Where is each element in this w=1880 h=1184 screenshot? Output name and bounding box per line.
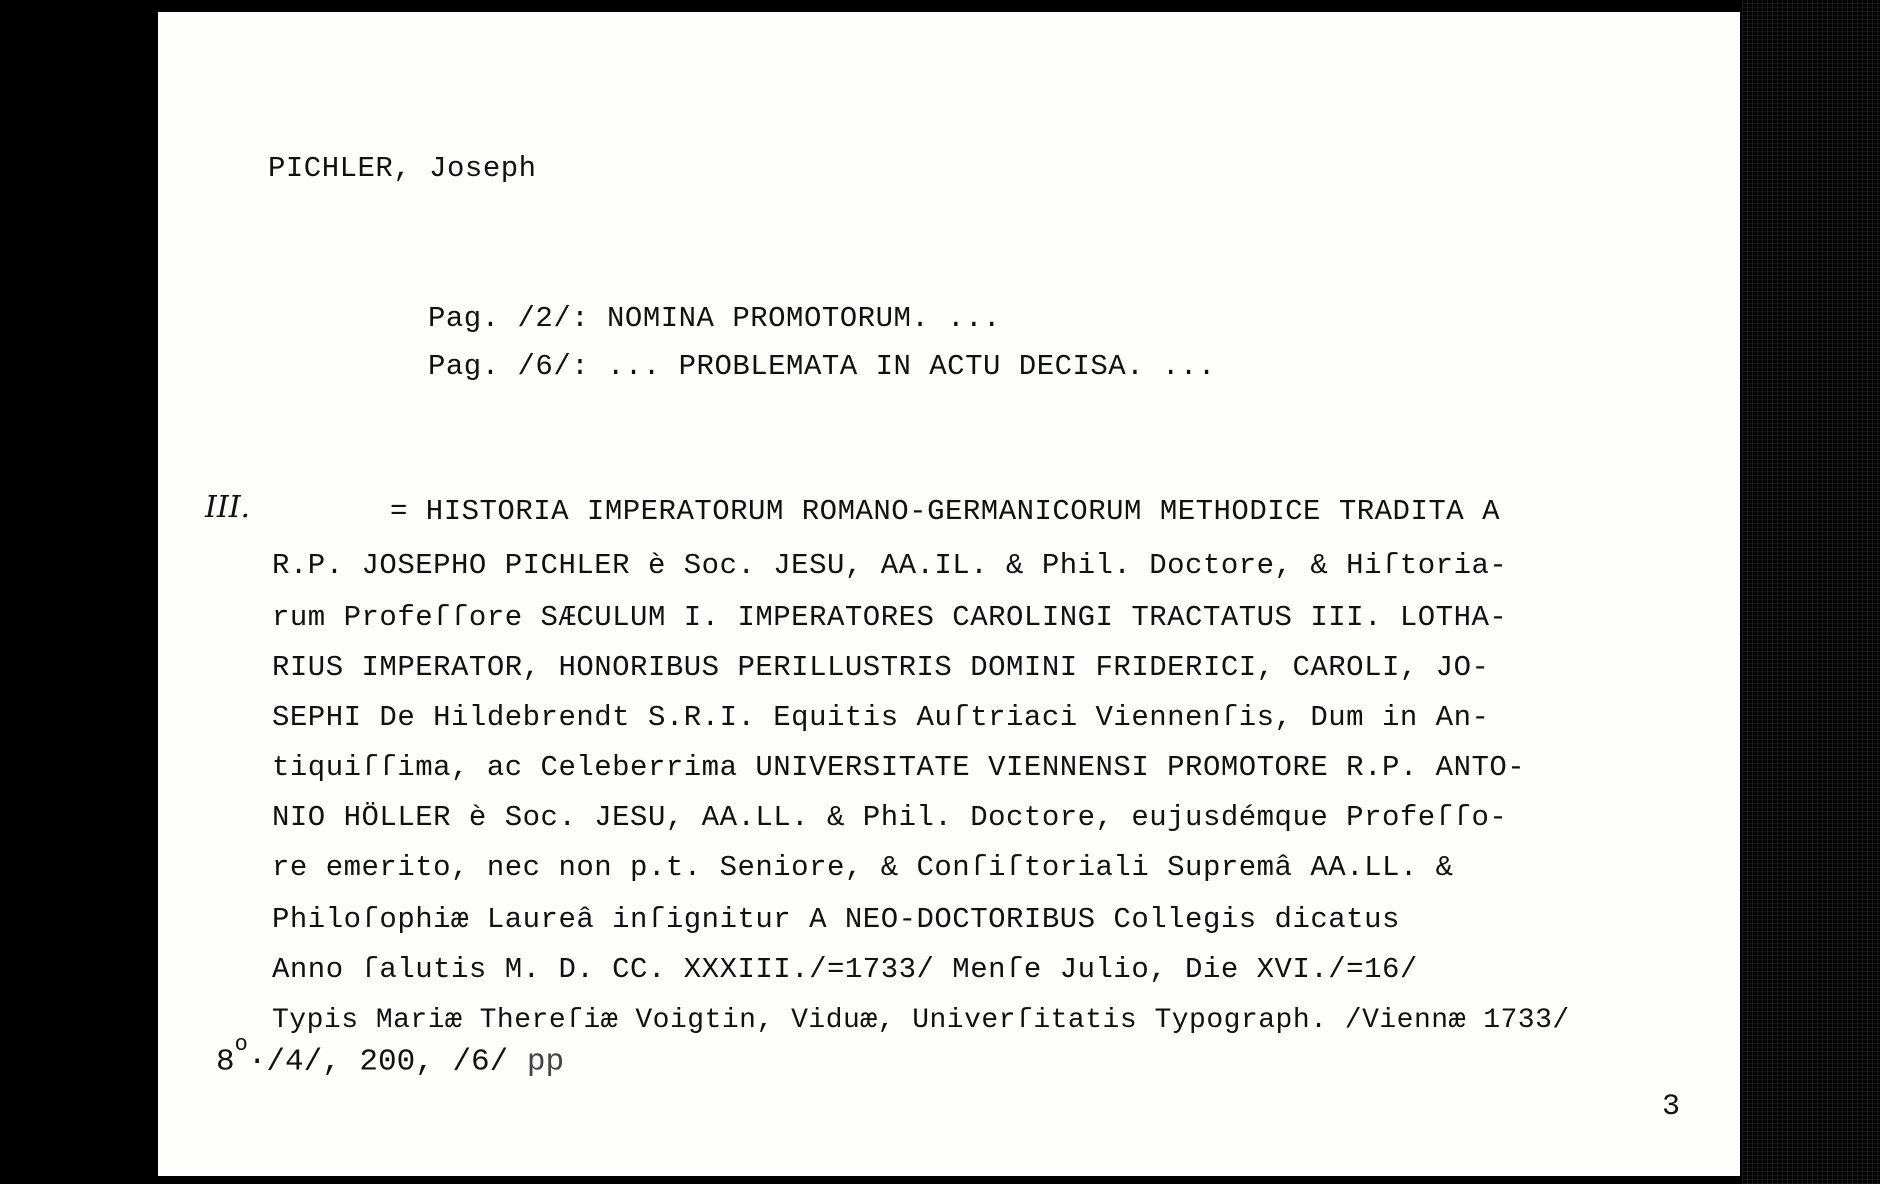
format-degree: o — [234, 1032, 248, 1057]
body-line-10: Anno ſalutis M. D. CC. XXXIII./=1733/ Menſe Julio, Die XVI./=16/ — [272, 953, 1418, 986]
format-size: 8 — [216, 1044, 235, 1080]
body-line-4: RIUS IMPERATOR, HONORIBUS PERILLUSTRIS DOMINI FRIDERICI, CAROLI, JO- — [272, 651, 1490, 684]
catalog-card — [158, 12, 1740, 1176]
body-line-9: Philoſophiæ Laureâ inſignitur A NEO-DOCTORIBUS Collegis dicatus — [272, 903, 1400, 936]
body-line-5: SEPHI De Hildebrendt S.R.I. Equitis Auſtriaci Viennenſis, Dum in An- — [272, 701, 1490, 734]
format-line — [216, 1032, 565, 1080]
body-line-8: re emerito, nec non p.t. Seniore, & Conſiſtoriali Supremâ AA.LL. & — [272, 851, 1454, 884]
page-note-1: Pag. /2/: NOMINA PROMOTORUM. ... — [428, 302, 1001, 335]
handwritten-margin-mark: III. — [205, 490, 251, 525]
body-line-11: Typis Mariæ Thereſiæ Voigtin, Viduæ, Univerſitatis Typograph. /Viennæ 1733/ — [272, 1005, 1570, 1036]
page-note-2: Pag. /6/: ... PROBLEMATA IN ACTU DECISA. ... — [428, 350, 1216, 383]
card-page-number: 3 — [1662, 1090, 1681, 1124]
film-strip-edge — [1742, 0, 1880, 1184]
format-pagination: ·/4/, 200, /6/ — [247, 1044, 509, 1080]
body-line-7: NIO HÖLLER è Soc. JESU, AA.LL. & Phil. Doctore, eujusdémque Profeſſo- — [272, 801, 1508, 834]
body-line-1: = HISTORIA IMPERATORUM ROMANO-GERMANICORUM METHODICE TRADITA A — [390, 495, 1500, 528]
card-heading: PICHLER, Joseph — [268, 152, 537, 185]
body-line-2: R.P. JOSEPHO PICHLER è Soc. JESU, AA.IL. & Phil. Doctore, & Hiſtoria- — [272, 549, 1508, 582]
body-line-6: tiquiſſima, ac Celeberrima UNIVERSITATE VIENNENSI PROMOTORE R.P. ANTO- — [272, 751, 1526, 784]
body-line-3: rum Profeſſore SÆCULUM I. IMPERATORES CAROLINGI TRACTATUS III. LOTHA- — [272, 601, 1508, 634]
format-pp: pp — [526, 1044, 565, 1080]
